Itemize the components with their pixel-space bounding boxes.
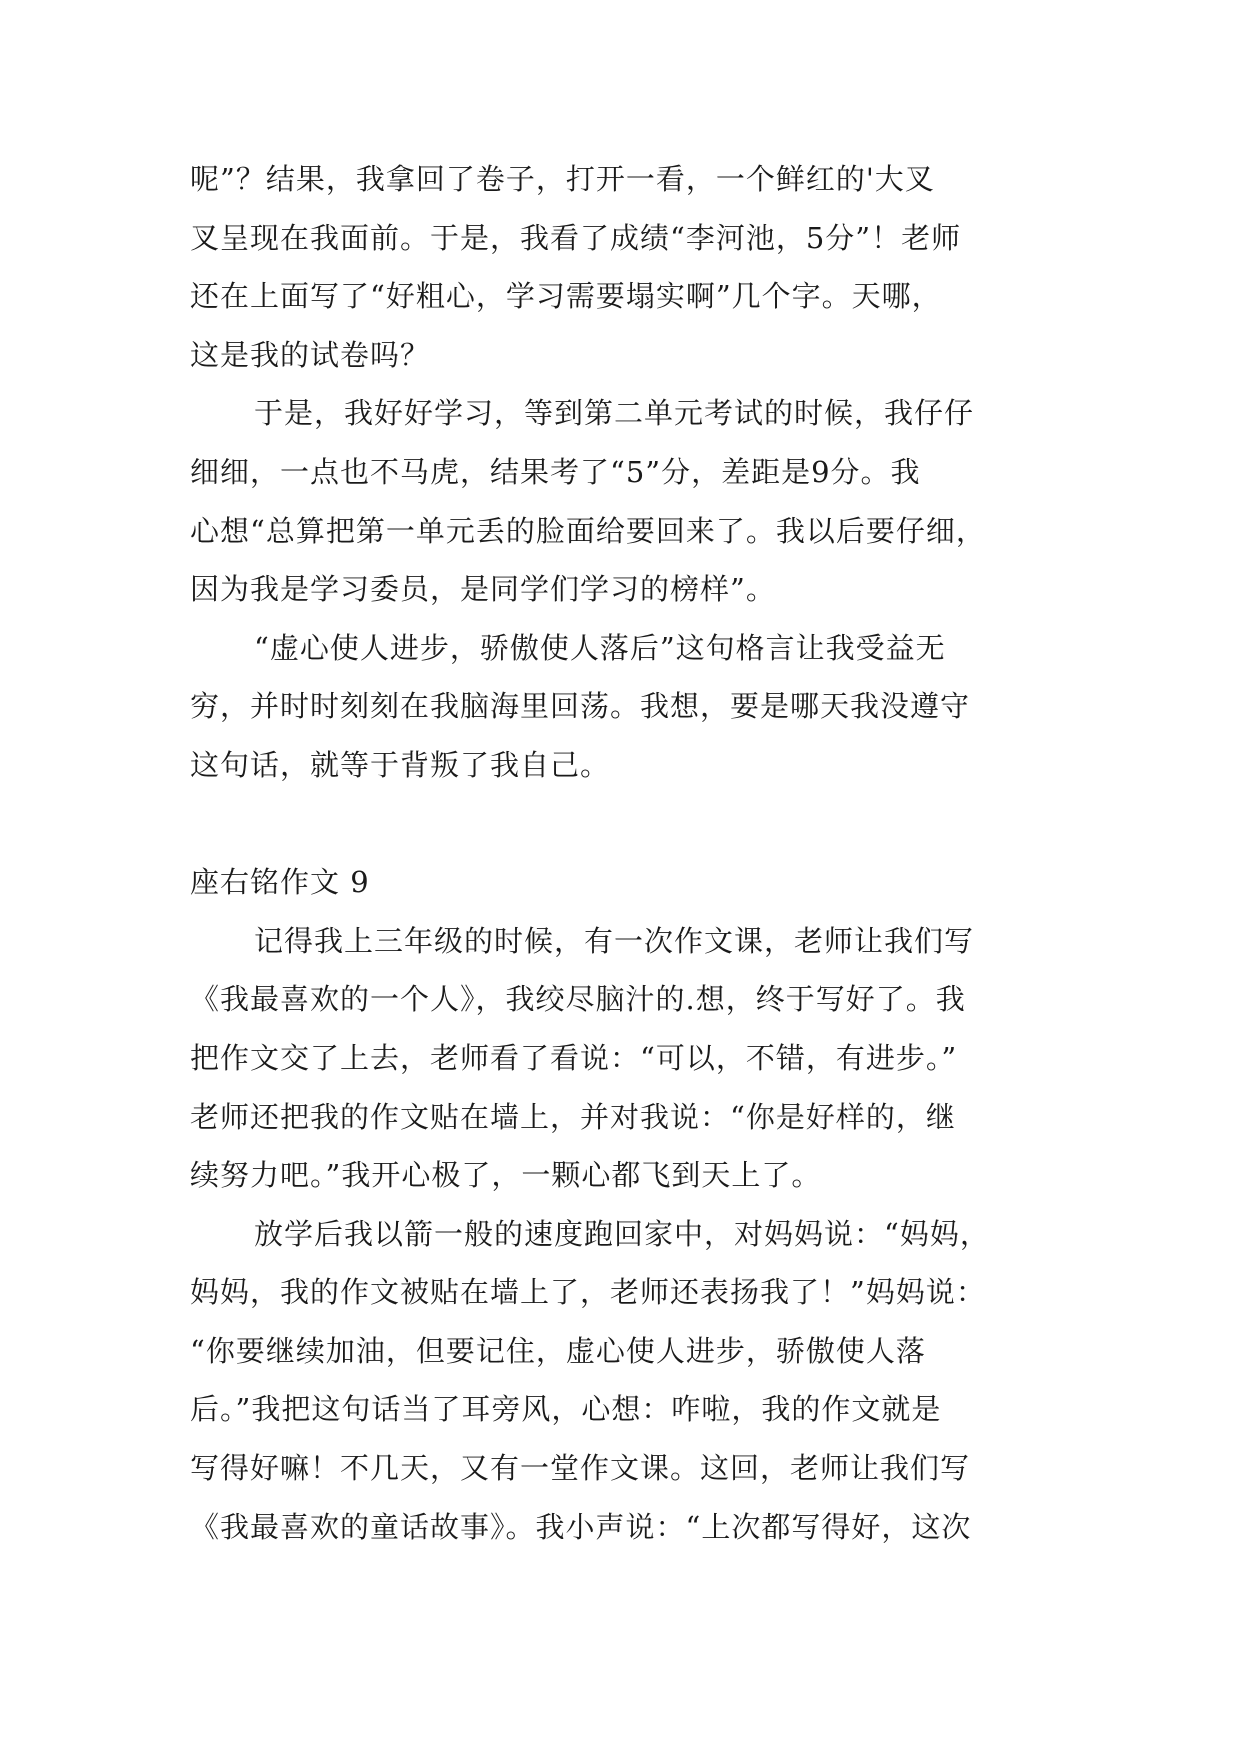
text-line: 写得好嘛！不几天，又有一堂作文课。这回，老师让我们写 [190, 1451, 971, 1486]
text-line: 于是，我好好学习，等到第二单元考试的时候，我仔仔 [254, 396, 975, 431]
text-line: 后。”我把这句话当了耳旁风，心想：咋啦，我的作文就是 [190, 1392, 942, 1427]
text-line: 这句话，就等于背叛了我自己。 [190, 747, 611, 782]
text-line: 《我最喜欢的童话故事》。我小声说：“上次都写得好，这次 [190, 1509, 972, 1544]
text-line: 《我最喜欢的一个人》，我绞尽脑汁的.想，终于写好了。我 [190, 982, 966, 1017]
text-line: 穷，并时时刻刻在我脑海里回荡。我想，要是哪天我没遵守 [190, 689, 971, 724]
text-line: 老师还把我的作文贴在墙上，并对我说：“你是好样的，继 [190, 1099, 956, 1134]
text-line: 把作文交了上去，老师看了看说：“可以，不错，有进步。” [190, 1040, 958, 1075]
text-line: 妈妈，我的作文被贴在墙上了，老师还表扬我了！”妈妈说： [190, 1275, 986, 1310]
text-line: 因为我是学习委员，是同学们学习的榜样”。 [190, 572, 776, 607]
text-line: 呢”？结果，我拿回了卷子，打开一看，一个鲜红的'大叉 [190, 162, 935, 196]
text-line: 这是我的试卷吗？ [190, 337, 431, 372]
text-column [190, 150, 1050, 1556]
text-line: “你要继续加油，但要记住，虚心使人进步，骄傲使人落 [190, 1333, 926, 1368]
paragraph [190, 1205, 1050, 1557]
text-line: 续努力吧。”我开心极了，一颗心都飞到天上了。 [190, 1158, 822, 1193]
paragraph [190, 384, 1050, 618]
spacer [190, 795, 1050, 854]
text-line: 放学后我以箭一般的速度跑回家中，对妈妈说：“妈妈， [254, 1216, 990, 1251]
paragraph [190, 619, 1050, 795]
text-line: “虚心使人进步，骄傲使人落后”这句格言让我受益无 [254, 630, 946, 665]
paragraph [190, 912, 1050, 1205]
text-line: 心想“总算把第一单元丢的脸面给要回来了。我以后要仔细， [190, 513, 986, 548]
text-line: 还在上面写了“好粗心，学习需要塌实啊”几个字。天哪， [190, 279, 942, 314]
paragraph [190, 150, 1050, 384]
text-line: 细细，一点也不马虎，结果考了“5”分，差距是9分。我 [190, 454, 921, 489]
text-line: 叉呈现在我面前。于是，我看了成绩“李河池，5分”！老师 [190, 220, 962, 255]
section-title: 座右铭作文 9 [190, 865, 370, 900]
text-line: 记得我上三年级的时候，有一次作文课，老师让我们写 [254, 923, 975, 958]
